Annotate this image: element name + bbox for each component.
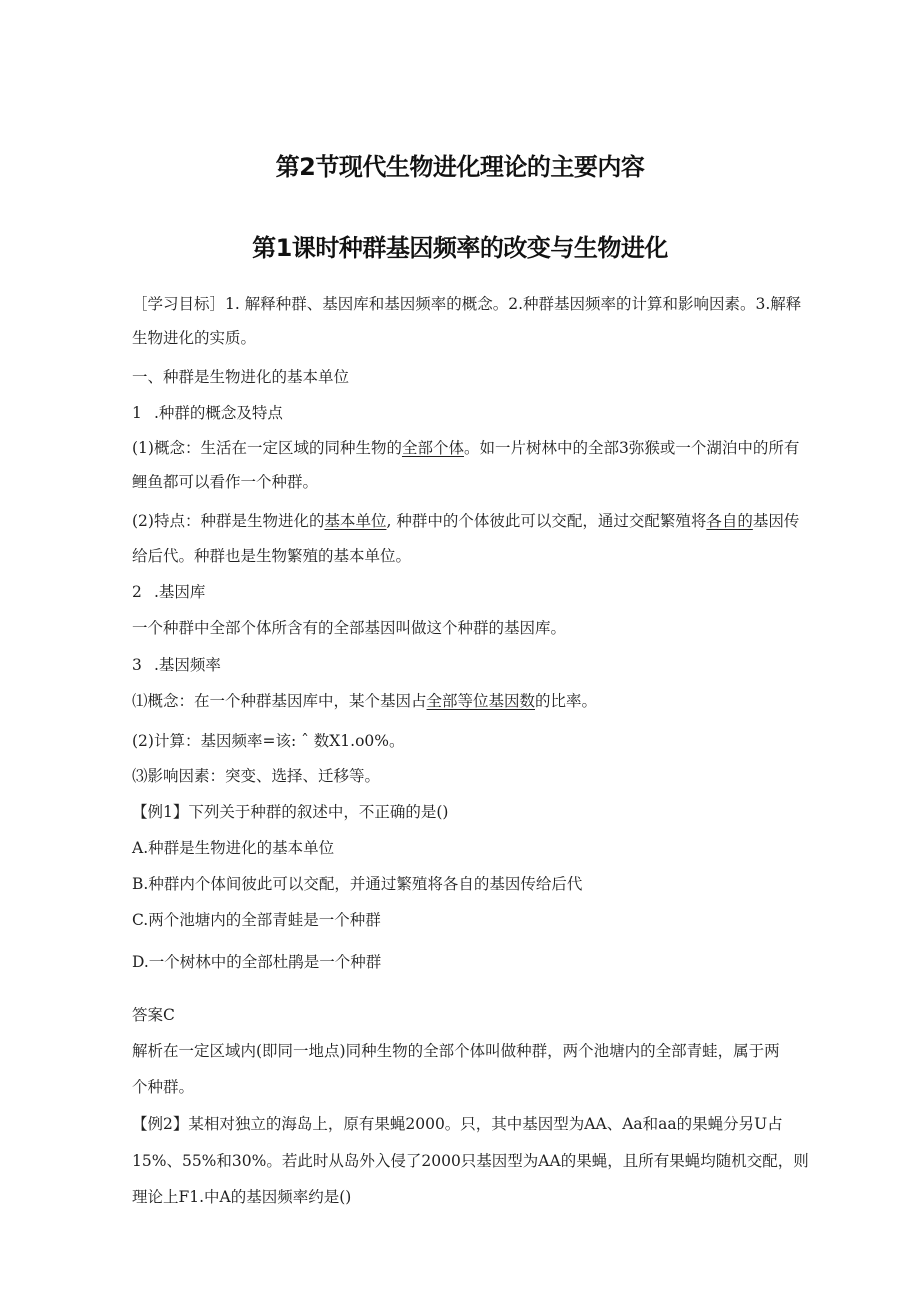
- item-3-number: 3: [132, 656, 142, 674]
- item-1-title: .种群的概念及特点: [154, 404, 283, 422]
- example-2-line-1: 【例2】某相对独立的海岛上，原有果蝇2000。只，其中基因型为AA、Aa和aa的果蝇分另U占: [132, 1115, 783, 1133]
- gene-frequency-calculation: (2)计算：基因频率=该: ˆ 数X1.o0%。: [132, 732, 405, 750]
- item-3-title: .基因频率: [154, 656, 221, 674]
- learning-objectives-line-2: 生物进化的实质。: [132, 329, 257, 347]
- freq-concept-underlined: 全部等位基因数: [426, 692, 536, 710]
- page-subtitle: 第1课时种群基因频率的改变与生物进化: [252, 234, 668, 262]
- example-1-analysis-line-2: 个种群。: [132, 1078, 195, 1096]
- page-title: 第2节现代生物进化理论的主要内容: [275, 153, 645, 181]
- item-2-number: 2: [132, 583, 142, 601]
- population-concept-line-2: 鲤鱼都可以看作一个种群。: [132, 473, 319, 491]
- gene-frequency-concept: [132, 691, 792, 711]
- freq-concept-text-b: 的比率。: [535, 692, 598, 710]
- example-2-line-3: 理论上F1.中A的基因频率约是(): [132, 1188, 352, 1206]
- item-2-title: .基因库: [154, 583, 206, 601]
- population-feature-line-1: [132, 511, 800, 531]
- concept-underlined: 全部个体: [401, 439, 464, 457]
- gene-pool-definition: 一个种群中全部个体所含有的全部基因叫做这个种群的基因库。: [132, 619, 567, 637]
- learning-objectives-line-1: ［学习目标］1. 解释种群、基因库和基因频率的概念。2.种群基因频率的计算和影响因素。3.解释: [132, 295, 802, 313]
- concept-text-b: 。如一片树林中的全部3弥猴或一个湖泊中的所有: [463, 439, 800, 457]
- feature-underlined-2: 各自的: [706, 512, 753, 530]
- feature-text-a: (2)特点：种群是生物进化的: [132, 512, 325, 530]
- example-1-question: 【例1】下列关于种群的叙述中，不正确的是(): [132, 803, 449, 821]
- example-1-answer: 答案C: [132, 1006, 175, 1024]
- example-1-option-b: B.种群内个体间彼此可以交配，并通过繁殖将各自的基因传给后代: [132, 875, 583, 893]
- example-1-option-a: A.种群是生物进化的基本单位: [132, 839, 335, 857]
- item-3-heading: [132, 655, 792, 675]
- feature-text-c: 基因传: [752, 512, 800, 530]
- feature-underlined-1: 基本单位: [324, 512, 387, 530]
- section-1-heading: 一、种群是生物进化的基本单位: [132, 368, 350, 386]
- item-1-heading: [132, 403, 792, 423]
- example-1-analysis-line-1: 解析在一定区域内(即同一地点)同种生物的全部个体叫做种群，两个池塘内的全部青蛙，属于两: [132, 1042, 780, 1060]
- item-1-number: 1: [132, 404, 142, 422]
- example-1-option-d: D.一个树林中的全部杜鹃是一个种群: [132, 953, 382, 971]
- example-2-line-2: 15%、55%和30%。若此时从岛外入侵了2000只基因型为AA的果蝇，且所有果蝇均随机交配，则: [132, 1152, 809, 1170]
- gene-frequency-factors: ⑶影响因素：突变、选择、迁移等。: [132, 767, 381, 785]
- concept-text-a: (1)概念：生活在一定区域的同种生物的: [132, 439, 402, 457]
- feature-text-b: , 种群中的个体彼此可以交配，通过交配繁殖将: [386, 512, 707, 530]
- population-feature-line-2: 给后代。种群也是生物繁殖的基本单位。: [132, 547, 412, 565]
- example-1-option-c: C.两个池塘内的全部青蛙是一个种群: [132, 911, 381, 929]
- freq-concept-text-a: ⑴概念：在一个种群基因库中，某个基因占: [132, 692, 427, 710]
- population-concept-line-1: [132, 438, 800, 458]
- item-2-heading: [132, 582, 792, 602]
